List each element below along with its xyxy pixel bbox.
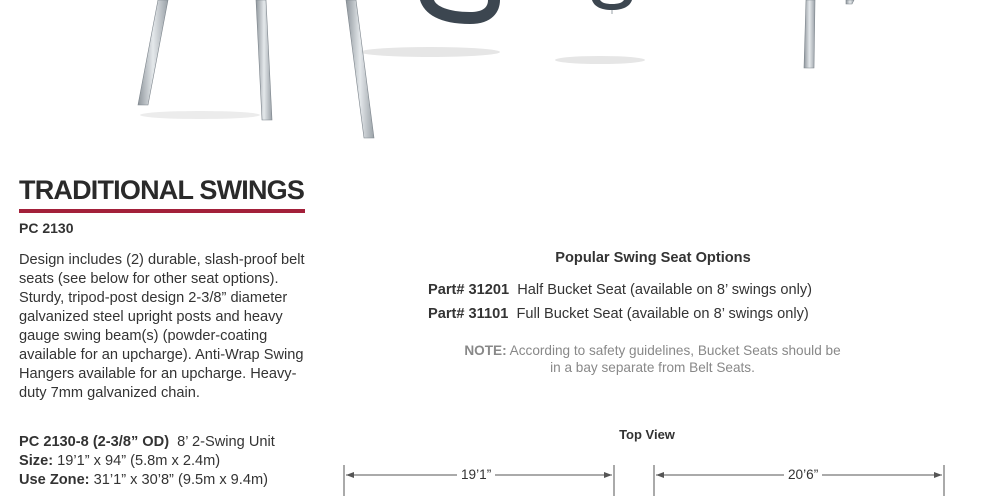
swing-post [138, 0, 168, 105]
use-zone-label: Use Zone: [19, 472, 90, 488]
size-label: Size: [19, 453, 54, 469]
part-number: Part# 31201 [428, 282, 510, 298]
model-line [19, 433, 275, 452]
part-number: Part# 31101 [428, 306, 509, 322]
arrow-right-icon [934, 472, 942, 478]
part-row [428, 282, 812, 298]
belt-seat [420, 0, 500, 24]
size-line [19, 452, 275, 471]
swing-set-illustration [0, 0, 992, 150]
arrow-right-icon [604, 472, 612, 478]
ground-shadow [555, 56, 645, 64]
dimension-left-label: 19’1” [457, 467, 495, 482]
top-view-dimensions [330, 455, 970, 496]
note-label: NOTE: [464, 343, 507, 358]
unit-specs [19, 433, 275, 490]
note-text: According to safety guidelines, Bucket Seats should be in a bay separate from Belt Seats. [509, 343, 841, 375]
seat-options-title: Popular Swing Seat Options [555, 250, 751, 266]
use-zone-line [19, 471, 275, 490]
product-description: Design includes (2) durable, slash-proof belt seats (see below for other seat options). Sturdy, tripod-post design 2-3/8” diameter galvanized steel upright posts and heavy gauge swing beam(s) (powder-coating available for an upcharge). Anti-Wrap Swing Hangers available for an upcharge. Heavy-duty 7mm galvanized chain. [19, 252, 305, 401]
arrow-left-icon [346, 472, 354, 478]
safety-note [460, 342, 845, 376]
swing-post [346, 0, 374, 138]
size-value: 19’1” x 94” (5.8m x 2.4m) [57, 453, 221, 469]
swing-post [256, 0, 272, 120]
part-description: Full Bucket Seat (available on 8’ swings only) [516, 306, 809, 322]
page-title: TRADITIONAL SWINGS [19, 175, 305, 205]
part-row [428, 306, 809, 322]
use-zone-value: 31’1” x 30’8” (9.5m x 9.4m) [93, 472, 268, 488]
product-code: PC 2130 [19, 220, 74, 236]
model-label: PC 2130-8 (2-3/8” OD) [19, 434, 170, 450]
part-description: Half Bucket Seat (available on 8’ swings only) [517, 282, 812, 298]
dimension-right-label: 20’6” [784, 467, 822, 482]
top-view-label: Top View [619, 427, 675, 442]
arrow-left-icon [656, 472, 664, 478]
title-underline [19, 209, 305, 213]
swing-post [846, 0, 854, 4]
ground-shadow [360, 47, 500, 57]
swing-post [804, 0, 815, 68]
ground-shadow [140, 111, 260, 119]
belt-seat [592, 0, 632, 10]
model-value: 8’ 2-Swing Unit [177, 434, 275, 450]
